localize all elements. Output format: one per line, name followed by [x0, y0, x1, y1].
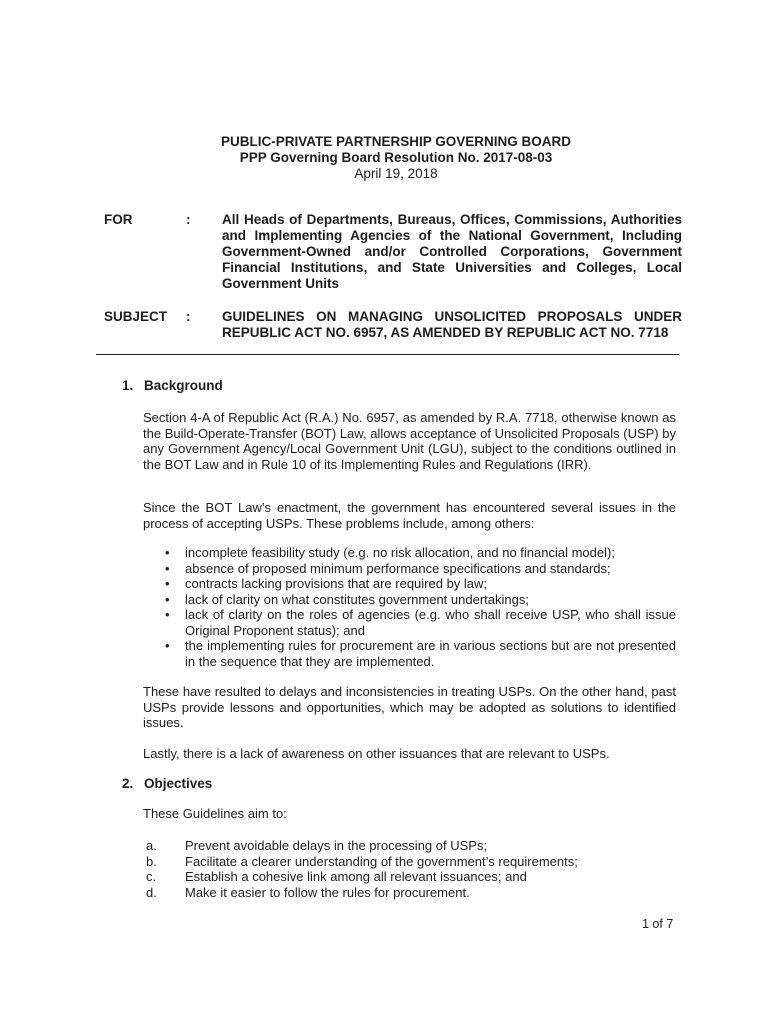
list-item-text: absence of proposed minimum performance specifications and standards; — [185, 560, 611, 576]
objectives-intro: These Guidelines aim to: — [143, 806, 287, 821]
list-item-text: Establish a cohesive link among all relevant issuances; and — [185, 869, 527, 884]
subject-colon: : — [186, 309, 191, 324]
list-item — [143, 607, 676, 638]
list-item — [143, 638, 676, 669]
header-resolution: PPP Governing Board Resolution No. 2017-08-03 — [239, 150, 553, 165]
bullet-dot: • — [165, 591, 170, 607]
subject-value: GUIDELINES ON MANAGING UNSOLICITED PROPOSALS UNDER REPUBLIC ACT NO. 6957, AS AMENDED BY REPUBLIC ACT NO. 7718 — [222, 309, 682, 340]
list-item — [143, 592, 676, 608]
header-org: PUBLIC-PRIVATE PARTNERSHIP GOVERNING BOARD — [220, 134, 572, 149]
list-item-letter: b. — [146, 853, 157, 869]
list-item — [143, 869, 676, 885]
for-colon: : — [186, 212, 191, 227]
bullet-dot: • — [165, 560, 170, 576]
section-2-title — [122, 776, 212, 792]
section-2-number: 2. — [122, 776, 134, 791]
section-1-title-text: Background — [144, 378, 223, 393]
subject-label: SUBJECT — [104, 309, 168, 324]
section-1-number: 1. — [122, 378, 134, 393]
list-item-letter: d. — [146, 884, 157, 900]
list-item-letter: a. — [146, 838, 157, 853]
objectives-list — [143, 838, 676, 900]
list-item-text: lack of clarity on the roles of agencies (e.g. who shall receive USP, who shall issue Original Proponent status); and — [185, 607, 676, 638]
bullet-dot: • — [165, 576, 170, 591]
header-date: April 19, 2018 — [354, 166, 438, 181]
list-item — [143, 576, 676, 592]
list-item — [143, 885, 676, 901]
list-item-text: lack of clarity on what constitutes government undertakings; — [185, 591, 529, 607]
list-item — [143, 838, 676, 854]
background-paragraph-3: These have resulted to delays and inconsistencies in treating USPs. On the other hand, past USPs provide lessons and opportunities, which may be adopted as solutions to identified issues. — [143, 684, 676, 730]
for-value: All Heads of Departments, Bureaus, Offices, Commissions, Authorities and Implementing Agencies of the National Government, Including Government-Owned and/or Controlled Corporations, Government Financial Institutions, and State Universities and Colleges, Local Government Units — [222, 212, 682, 291]
background-paragraph-1: Section 4-A of Republic Act (R.A.) No. 6957, as amended by R.A. 7718, otherwise known as the Build-Operate-Transfer (BOT) Law, allows acceptance of Unsolicited Proposals (USP) by any Government Agency/Local Government Unit (LGU), subject to the conditions outlined in the BOT Law and in Rule 10 of its Implementing Rules and Regulations (IRR). — [143, 410, 676, 472]
list-item-letter: c. — [146, 869, 157, 884]
for-label: FOR — [104, 212, 133, 227]
list-item-text: Facilitate a clearer understanding of the government’s requirements; — [185, 853, 578, 869]
bullet-dot: • — [165, 545, 170, 560]
list-item-text: incomplete feasibility study (e.g. no risk allocation, and no financial model); — [185, 545, 615, 560]
list-item — [143, 545, 676, 561]
list-item-text: the implementing rules for procurement are in various sections but are not presented in the sequence that they are implemented. — [185, 638, 676, 669]
header-divider — [96, 354, 679, 355]
background-paragraph-2: Since the BOT Law’s enactment, the government has encountered several issues in the process of accepting USPs. These problems include, among others: — [143, 500, 676, 531]
document-header — [0, 134, 768, 182]
list-item-text: contracts lacking provisions that are required by law; — [185, 576, 488, 591]
page-number: 1 of 7 — [642, 917, 674, 931]
issues-list — [143, 545, 676, 669]
list-item — [143, 561, 676, 577]
section-1-title — [122, 378, 223, 394]
list-item-text: Make it easier to follow the rules for procurement. — [185, 884, 470, 900]
section-2-title-text: Objectives — [144, 776, 213, 791]
list-item — [143, 854, 676, 870]
bullet-dot: • — [165, 638, 170, 653]
bullet-dot: • — [165, 607, 170, 622]
background-paragraph-4: Lastly, there is a lack of awareness on other issuances that are relevant to USPs. — [143, 746, 610, 761]
list-item-text: Prevent avoidable delays in the processing of USPs; — [185, 838, 488, 853]
